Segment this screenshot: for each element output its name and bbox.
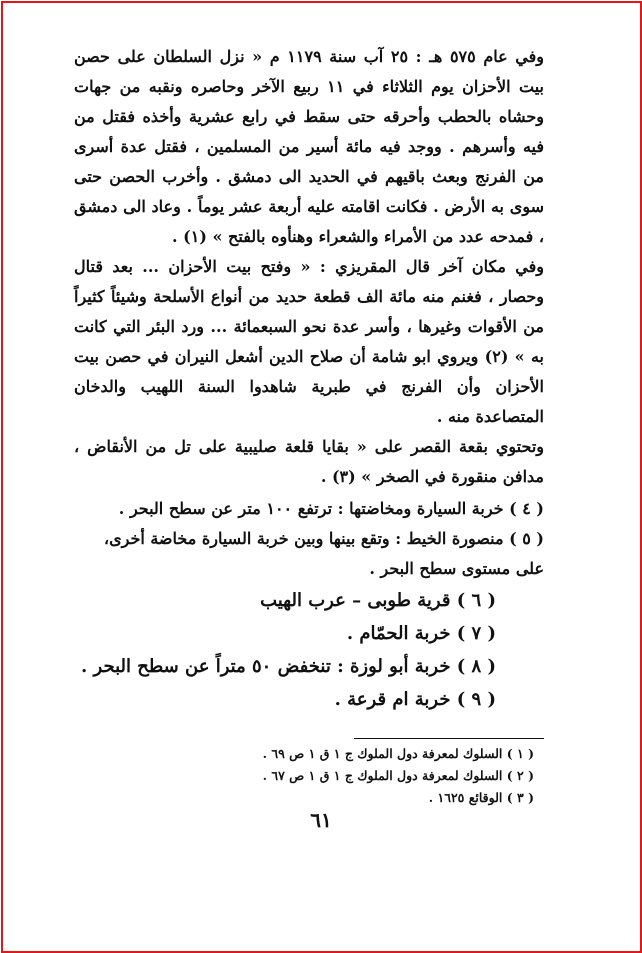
site-list <box>74 494 544 716</box>
paragraph-3: وتحتوي بقعة القصر على « بقايا قلعة صليبية على تل من الأنقاض ، مدافن منقورة في الصخر » (٣) . <box>74 437 544 486</box>
footnotes <box>74 743 544 809</box>
list-item: ( ٧ ) خربة الحمّام . <box>346 623 496 644</box>
page-number: ٦١ <box>310 808 332 832</box>
document-page <box>74 42 544 809</box>
paragraph-1: وفي عام ٥٧٥ هـ : ٢٥ آب سنة ١١٧٩ م « نزل السلطان على حصن بيت الأحزان يوم الثلاثاء في ١١ ربيع الآخر وحاصره ونقبه من جهات وحشاه بالحطب وأحرقه حتى سقط في رابع عشرية وأخذه فقتل من فيه وأسرهم . ووجد فيه مائة أسير من المسلمين ، فقتل عدة أسرى من الفرنج وبعث باقيهم في الحديد الى دمشق . وأخرب الحصن حتى سوى به الأرض . فكانت اقامته عليه أربعة عشر يوماً . وعاد الى دمشق ، فمدحه عدد من الأمراء والشعراء وهنأوه بالفتح » (١) . <box>74 47 545 246</box>
list-item: ( ٩ ) خربة ام قرعة . <box>334 689 496 710</box>
footnote-1: ( ١ ) السلوك لمعرفة دول الملوك ج ١ ق ١ ص ٦٩ . <box>262 746 534 761</box>
list-item: ( ٨ ) خربة أبو لوزة : تنخفض ٥٠ متراً عن سطح البحر . <box>81 656 496 677</box>
list-item: ( ٦ ) قرية طوبى – عرب الهيب <box>260 590 496 611</box>
footnote-2: ( ٢ ) السلوك لمعرفة دول الملوك ج ١ ق ١ ص ٦٧ . <box>262 768 534 783</box>
list-item: ( ٥ ) منصورة الخيط : وتقع بينها وبين خربة السيارة مخاضة أخرى، على مستوى سطح البحر . <box>103 529 544 578</box>
paragraph-2: وفي مكان آخر قال المقريزي : « وفتح بيت الأحزان ... بعد قتال وحصار ، فغنم منه مائة الف قطعة حديد من أنواع الأسلحة وشيئاً كثيراً من الأقوات وغيرها ، وأسر عدة نحو السبعمائة ... ورد البئر التي كانت به » (٢) ويروي ابو شامة أن صلاح الدين أشعل النيران في حصن بيت الأحزان وأن الفرنج في طبرية شاهدوا السنة اللهيب والدخان المتصاعدة منه . <box>74 257 544 426</box>
footnote-divider <box>354 738 544 739</box>
list-item: ( ٤ ) خربة السيارة ومخاضتها : ترتفع ١٠٠ متر عن سطح البحر . <box>118 499 544 518</box>
footnote-3: ( ٣ ) الوقائع ١٦٢٥ . <box>428 790 534 805</box>
